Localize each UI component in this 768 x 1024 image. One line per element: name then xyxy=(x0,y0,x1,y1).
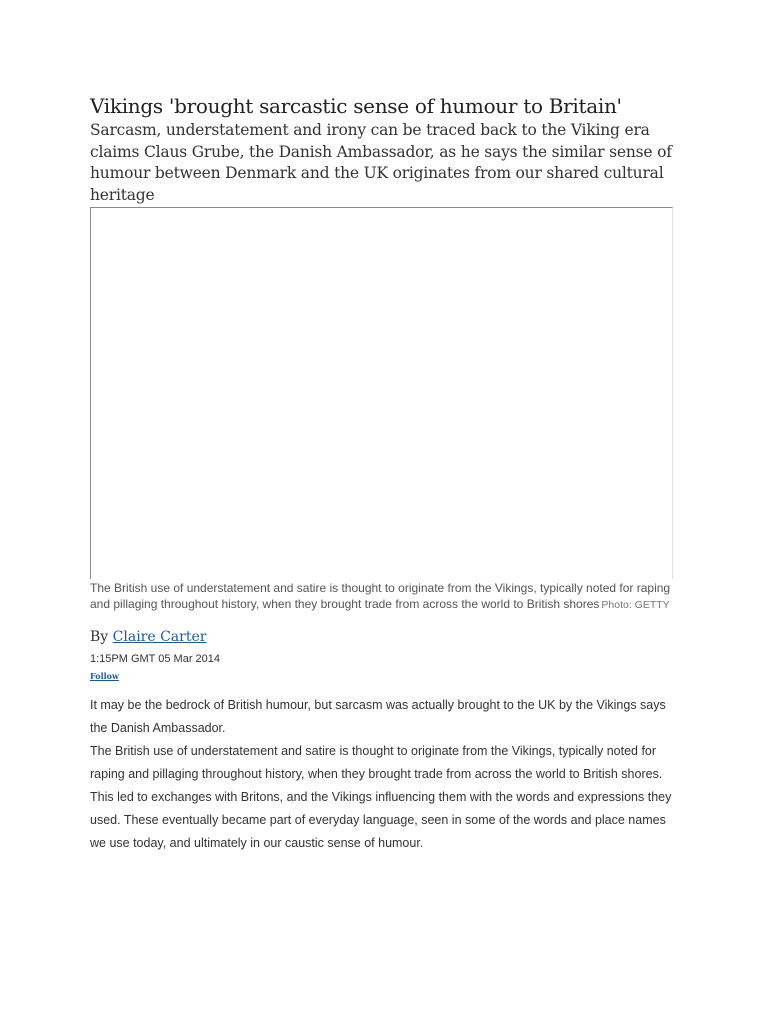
timestamp: 1:15PM GMT 05 Mar 2014 xyxy=(90,653,221,665)
byline xyxy=(90,627,676,647)
author-link[interactable]: Claire Carter xyxy=(112,629,207,645)
standfirst: Sarcasm, understatement and irony can be traced back to the Viking era claims Claus Grube, the Danish Ambassador, as he says the similar sense of humour between Denmark and the UK originates from our shared cultural heritage xyxy=(90,121,672,204)
headline: Vikings 'brought sarcastic sense of humour to Britain' xyxy=(90,94,622,118)
article-body xyxy=(90,694,676,855)
caption-text: The British use of understatement and satire is thought to originate from the Vikings, typically noted for raping and pillaging throughout history, when they brought trade from across the world to British shores xyxy=(90,581,671,611)
body-paragraph: It may be the bedrock of British humour, but sarcasm was actually brought to the UK by the Vikings says the Danish Ambassador. xyxy=(90,698,666,735)
article-image xyxy=(90,207,673,579)
body-paragraph: The British use of understatement and satire is thought to originate from the Vikings, typically noted for raping and pillaging throughout history, when they brought trade from across the world to British shores. xyxy=(90,744,663,781)
article xyxy=(90,92,676,855)
byline-prefix: By xyxy=(90,629,109,645)
image-caption xyxy=(90,581,676,613)
body-paragraph: This led to exchanges with Britons, and the Vikings influencing them with the words and expressions they used. These eventually became part of everyday language, seen in some of the words and place names we use today, and ultimately in our caustic sense of humour. xyxy=(90,790,672,850)
follow-link[interactable]: Follow xyxy=(90,671,119,681)
photo-credit: Photo: GETTY xyxy=(601,598,670,611)
